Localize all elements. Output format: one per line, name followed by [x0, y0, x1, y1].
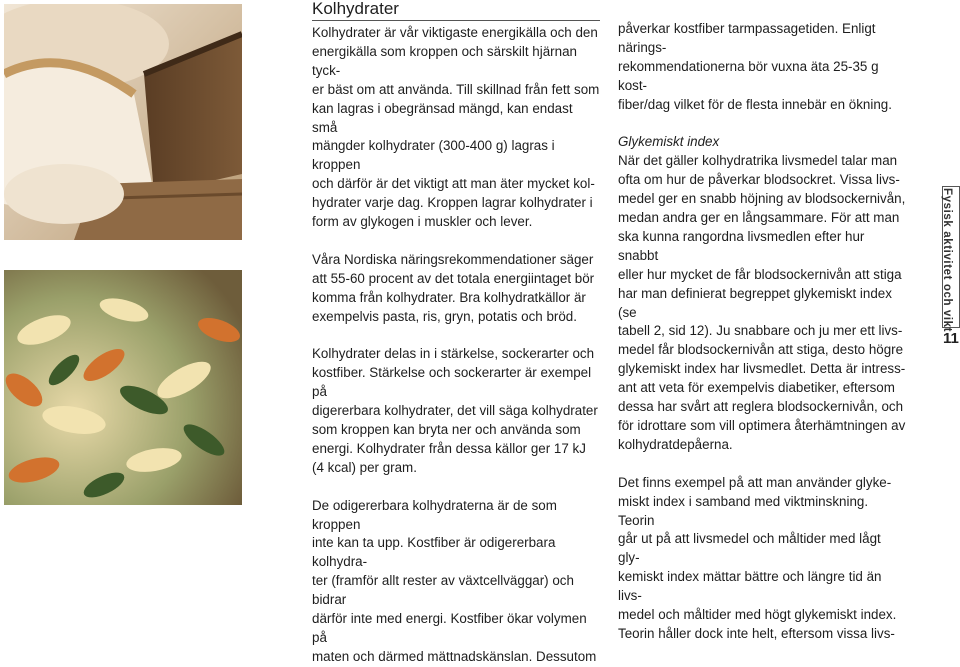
- article-right-column: [618, 0, 906, 644]
- text-line: ter (framför allt rester av växtcellväggar) och bidrar: [312, 573, 574, 608]
- text-line: Kolhydrater är vår viktigaste energikälla och den: [312, 25, 598, 40]
- subheading-glykemiskt-index: Glykemiskt index: [618, 134, 720, 150]
- text-line: inte kan ta upp. Kostfiber är odigererbara kolhydra-: [312, 535, 556, 570]
- text-line: tabell 2, sid 12). Ju snabbare och ju mer ett livs-: [618, 323, 903, 339]
- left-text-block: [312, 24, 600, 667]
- text-line: komma från kolhydrater. Bra kolhydratkällor är: [312, 289, 586, 305]
- paragraph-gap: [312, 232, 600, 251]
- text-line: dessa har svårt att reglera blodsockernivån, och: [618, 399, 904, 415]
- right-text-top: [618, 20, 906, 115]
- text-line: påverkar kostfiber tarmpassagetiden. Enligt närings-: [618, 21, 876, 55]
- text-line: rekommendationerna bör vuxna äta 25-35 g kost-: [618, 58, 879, 93]
- text-line: går ut på att livsmedel och måltider med lågt gly-: [618, 531, 881, 566]
- text-line: därför inte med energi. Kostfiber ökar volymen på: [312, 611, 587, 645]
- text-line: När det gäller kolhydratrika livsmedel talar man: [618, 153, 898, 169]
- article-title: Kolhydrater: [312, 0, 399, 18]
- text-line: kolhydratdepåerna.: [618, 436, 733, 452]
- text-line: De odigererbara kolhydraterna är de som kroppen: [312, 497, 557, 532]
- text-line: ska kunna rangordna livsmedlen efter hur snabbt: [618, 228, 865, 263]
- text-line: att 55-60 procent av det totala energiintaget bör: [312, 270, 595, 286]
- right-text-body: [618, 152, 906, 644]
- right-column-spacer: [618, 0, 906, 20]
- text-line: medel ger en snabb höjning av blodsockernivån,: [618, 191, 906, 207]
- text-line: energikälla som kroppen och särskilt hjärnan tyck-: [312, 43, 577, 78]
- bread-photo: [4, 4, 242, 240]
- text-line: kemiskt index mättar bättre och längre tid än livs-: [618, 569, 882, 604]
- text-line: Teorin håller dock inte helt, eftersom vissa livs-: [618, 625, 895, 641]
- text-line: glykemiskt index har livsmedlet. Detta är intress-: [618, 361, 906, 377]
- text-line: maten och därmed mättnadskänslan. Dessutom: [312, 648, 597, 664]
- paragraph-gap: [618, 455, 906, 474]
- paragraph-gap: [312, 326, 600, 345]
- text-line: Kolhydrater delas in i stärkelse, sockerarter och: [312, 346, 595, 362]
- text-line: (4 kcal) per gram.: [312, 459, 417, 475]
- text-line: Det finns exempel på att man använder glyke-: [618, 474, 892, 490]
- text-line: ant att veta för exempelvis diabetiker, eftersom: [618, 380, 895, 396]
- text-line: kostfiber. Stärkelse och sockerarter är exempel på: [312, 365, 592, 400]
- text-line: er bäst om att använda. Till skillnad från fett som: [312, 81, 600, 97]
- text-line: medel och måltider med högt glykemiskt index.: [618, 607, 897, 623]
- text-line: energi. Kolhydrater från dessa källor ger 17 kJ: [312, 440, 586, 456]
- title-rule: [312, 20, 600, 21]
- page-number: 11: [943, 330, 959, 347]
- paragraph-gap: [618, 115, 906, 134]
- text-line: medan andra ger en långsammare. För att man: [618, 210, 900, 226]
- text-line: för idrottare som vill optimera återhämtningen av: [618, 418, 906, 434]
- text-line: och därför är det viktigt att man äter mycket kol-: [312, 176, 595, 192]
- text-line: Våra Nordiska näringsrekommendationer säger: [312, 251, 594, 267]
- text-line: digererbara kolhydrater, det vill säga kolhydrater: [312, 403, 598, 419]
- text-line: exempelvis pasta, ris, gryn, potatis och bröd.: [312, 308, 577, 324]
- section-side-label: [941, 188, 960, 333]
- text-line: miskt index i samband med viktminskning. Teorin: [618, 493, 869, 528]
- paragraph-gap: [312, 478, 600, 497]
- text-line: medel får blodsockernivån att stiga, desto högre: [618, 342, 904, 358]
- text-line: fiber/dag vilket för de flesta innebär en ökning.: [618, 96, 892, 112]
- text-line: har man definierat begreppet glykemiskt index (se: [618, 285, 892, 320]
- text-line: kan lagras i obegränsad mängd, kan endast små: [312, 100, 573, 135]
- text-line: ofta om hur de påverkar blodsockret. Vissa livs-: [618, 172, 900, 188]
- article-left-column: [312, 0, 600, 667]
- side-label-text: Fysisk aktivitet och vikt: [941, 188, 953, 333]
- text-line: som kroppen kan bryta ner och använda som: [312, 422, 581, 437]
- pasta-photo: [4, 270, 242, 505]
- text-line: hydrater varje dag. Kroppen lagrar kolhydrater i: [312, 195, 593, 211]
- text-line: eller hur mycket de får blodsockernivån att stiga: [618, 266, 902, 282]
- text-line: mängder kolhydrater (300-400 g) lagras i kroppen: [312, 138, 555, 173]
- text-line: form av glykogen i muskler och lever.: [312, 214, 533, 230]
